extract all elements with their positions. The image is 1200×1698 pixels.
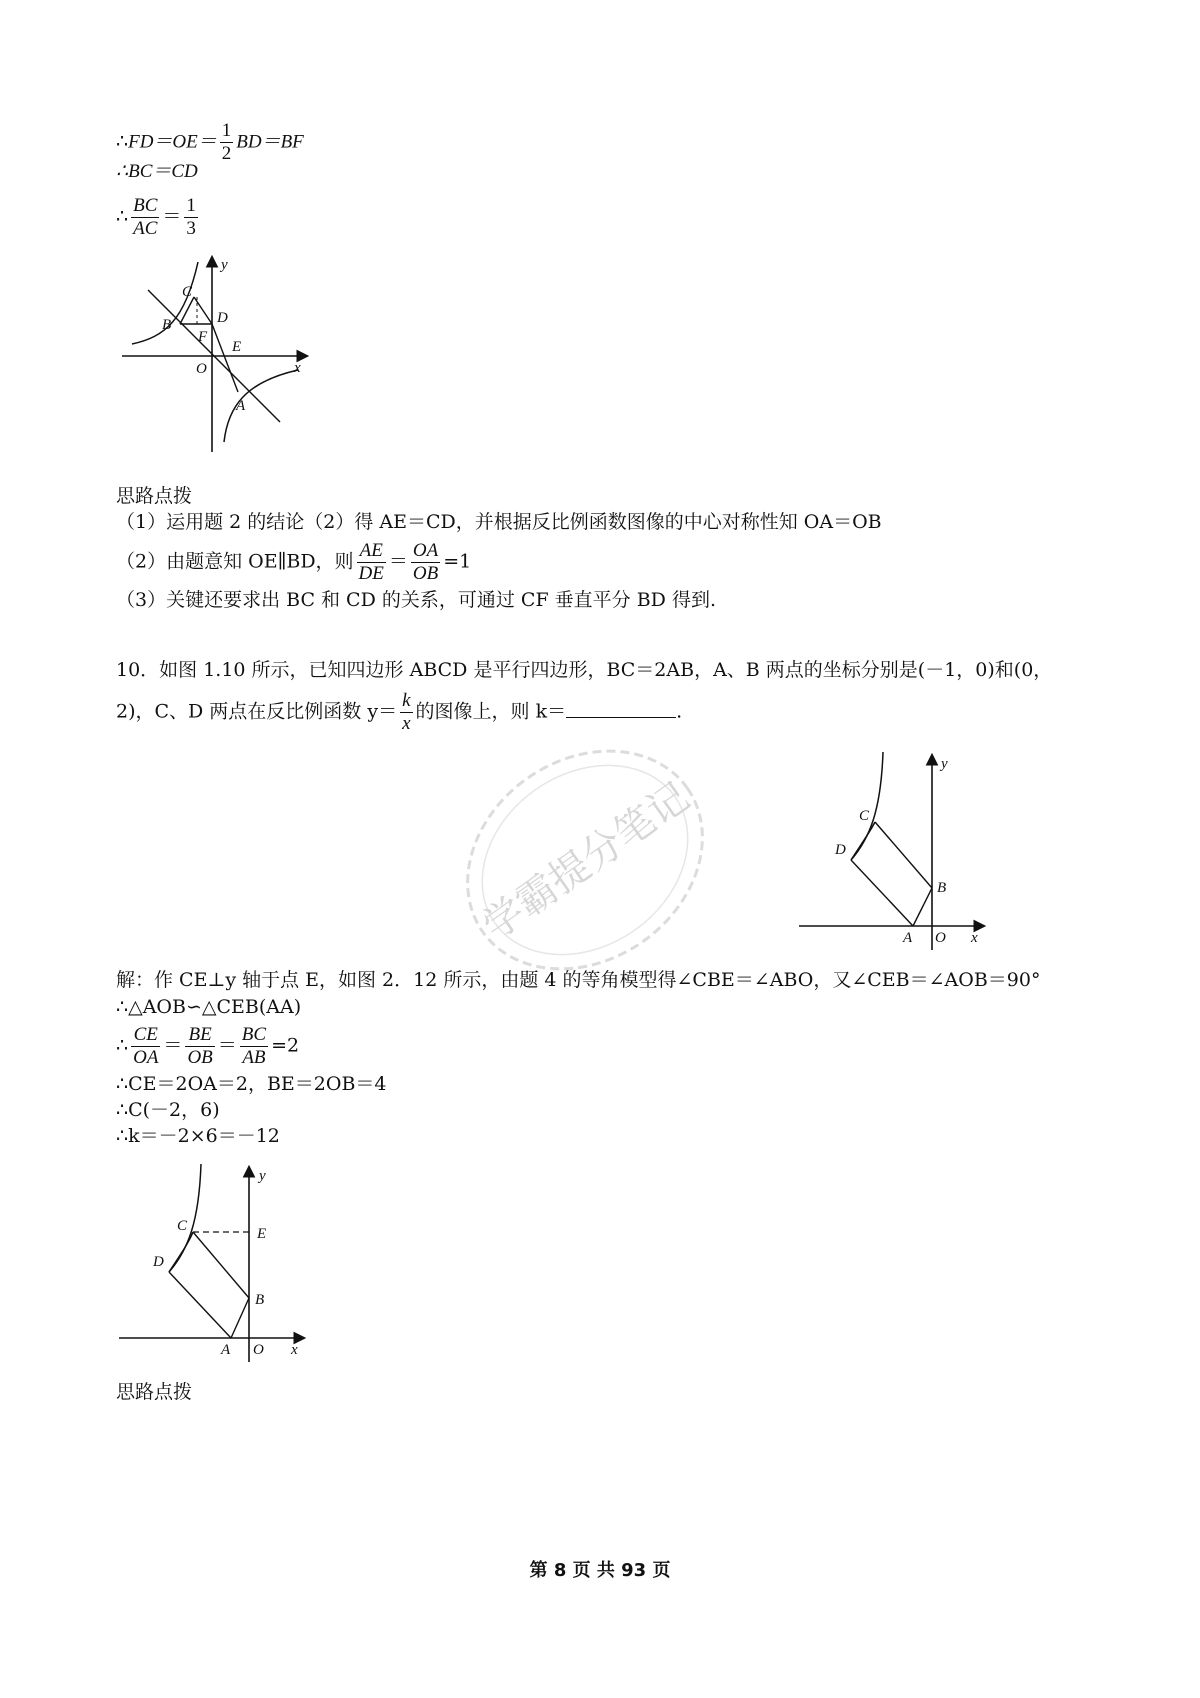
label-c: C [182, 284, 193, 300]
equals-sign: ＝ [388, 550, 408, 573]
proof-line-2: ∴BC＝CD [116, 161, 198, 182]
question-10-line-2 [116, 690, 682, 735]
label-o: O [253, 1342, 264, 1358]
label-b: B [255, 1292, 265, 1308]
label-f: F [198, 329, 208, 345]
fraction-denominator: AB [242, 1047, 266, 1068]
solution-line-5: ∴C(－2，6) [116, 1099, 220, 1121]
fraction-denominator: x [402, 713, 411, 734]
label-d: D [217, 310, 228, 326]
arc-dc [851, 822, 875, 860]
hint-item-2-prefix: （2）由题意知 OE∥BD，则 [116, 550, 354, 573]
figure-1 [120, 252, 320, 457]
solution-line-4: ∴CE＝2OA＝2，BE＝2OB＝4 [116, 1073, 387, 1095]
hint-item-2 [116, 540, 471, 585]
equals-sign: ＝ [217, 1034, 237, 1057]
figure-3 [115, 1162, 315, 1367]
solution-line-3-suffix: =2 [271, 1034, 300, 1057]
fraction-numerator: AE [357, 540, 386, 563]
fraction-denominator: OB [187, 1047, 213, 1068]
fraction-numerator: BC [241, 1024, 267, 1045]
label-x: x [291, 1342, 298, 1358]
therefore-symbol: ∴ [116, 205, 129, 228]
segment-bc [180, 297, 194, 324]
equals-sign: ＝ [162, 205, 182, 228]
therefore-symbol: ∴ [116, 1034, 129, 1057]
label-x: x [971, 930, 978, 946]
fraction-one-third [184, 195, 198, 240]
hint-item-1: （1）运用题 2 的结论（2）得 AE＝CD，并根据反比例函数图像的中心对称性知 OA＝OB [116, 511, 882, 533]
fraction-ce-oa [131, 1024, 160, 1069]
fraction-denominator: AC [133, 218, 158, 239]
fraction-numerator: BC [133, 195, 158, 216]
solution-line-6: ∴k＝－2×6＝－12 [116, 1125, 280, 1147]
question-10-line-1: 10．如图 1.10 所示，已知四边形 ABCD 是平行四边形，BC＝2AB，A、B 两点的坐标分别是(－1，0)和(0， [116, 659, 1053, 681]
fraction-denominator: OB [412, 563, 439, 584]
fraction-numerator: BE [185, 1024, 214, 1047]
fraction-numerator: CE [131, 1024, 160, 1047]
equation-lhs: FD＝OE＝ [128, 131, 217, 153]
segment-da [169, 1272, 231, 1338]
fraction-denominator: OA [133, 1047, 159, 1068]
label-d: D [153, 1254, 164, 1270]
segment-ab [913, 888, 932, 926]
arc-dc [169, 1232, 193, 1272]
figure-2 [795, 750, 995, 955]
label-o: O [196, 361, 207, 377]
label-a: A [236, 398, 246, 414]
fraction-numerator: 1 [186, 195, 196, 216]
proof-line-1 [116, 120, 304, 165]
fraction-ae-de [357, 540, 386, 585]
equation-rhs: BD＝BF [236, 131, 304, 153]
fraction-numerator: 1 [221, 120, 232, 141]
segment-cb [875, 822, 932, 888]
label-d: D [835, 842, 846, 858]
label-c: C [177, 1218, 188, 1234]
label-y: y [259, 1168, 266, 1184]
segment-cb [193, 1232, 249, 1298]
label-y: y [221, 257, 228, 273]
label-b: B [937, 880, 947, 896]
label-x: x [294, 360, 301, 376]
fraction-denominator: 3 [186, 218, 196, 239]
label-e: E [232, 339, 242, 355]
label-c: C [859, 808, 870, 824]
question-10-prefix: 2)，C、D 两点在反比例函数 y＝ [116, 700, 398, 723]
question-10-end: . [676, 700, 683, 723]
fraction-oa-ob [411, 540, 440, 585]
solution-line-1: 解：作 CE⊥y 轴于点 E，如图 2．12 所示，由题 4 的等角模型得∠CBE＝∠ABO，又∠CEB＝∠AOB＝90° [116, 969, 1041, 991]
proof-line-3 [116, 195, 201, 240]
label-o: O [935, 930, 946, 946]
hint-title-1: 思路点拨 [116, 485, 193, 507]
label-y: y [941, 756, 948, 772]
label-a: A [221, 1342, 231, 1358]
fraction-bc-ac [131, 195, 159, 240]
hyperbola-branch [851, 752, 883, 860]
question-10-suffix: 的图像上，则 k＝ [415, 700, 567, 723]
label-b: B [162, 317, 172, 333]
hint-item-2-suffix: =1 [443, 550, 472, 573]
fraction-half [220, 120, 234, 165]
segment-ab [231, 1298, 249, 1338]
page-footer: 第 8 页 共 93 页 [529, 1560, 671, 1581]
fraction-k-x [400, 690, 412, 735]
label-a: A [903, 930, 913, 946]
equals-sign: ＝ [163, 1034, 183, 1057]
hint-item-3: （3）关键还要求出 BC 和 CD 的关系，可通过 CF 垂直平分 BD 得到. [116, 589, 716, 611]
answer-blank [566, 699, 676, 718]
fraction-bc-ab [240, 1024, 268, 1069]
segment-da [851, 860, 913, 926]
fraction-numerator: k [402, 690, 411, 711]
solution-line-2: ∴△AOB∽△CEB(AA) [116, 996, 302, 1018]
watermark-text: 学霸提分笔记 [474, 773, 698, 950]
fraction-numerator: OA [412, 540, 439, 561]
fraction-denominator: 2 [221, 143, 232, 164]
hint-title-2: 思路点拨 [116, 1381, 193, 1403]
solution-line-3 [116, 1024, 299, 1069]
label-e: E [257, 1226, 267, 1242]
fraction-denominator: DE [358, 563, 384, 584]
therefore-symbol: ∴ [116, 130, 129, 153]
watermark-stamp [445, 735, 725, 985]
fraction-be-ob [185, 1024, 214, 1069]
